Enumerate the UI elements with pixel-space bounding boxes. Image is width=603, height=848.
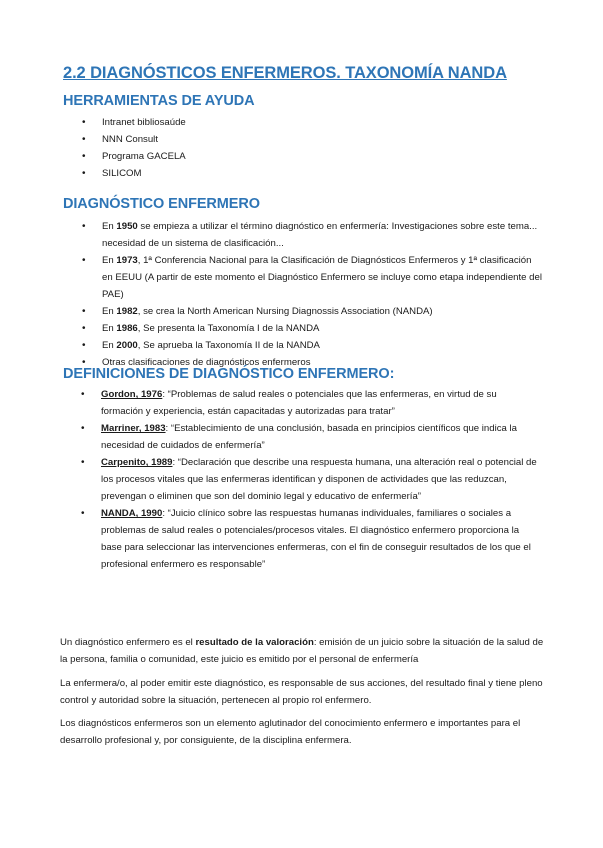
- bullet-icon: •: [82, 134, 86, 145]
- bullet-icon: •: [82, 340, 86, 351]
- bullet-icon: •: [82, 357, 86, 368]
- list-item: • En 1973, 1ª Conferencia Nacional para la Clasificación de Diagnósticos Enfermeros y 1ª clasificación en EEUU (A partir de este momento el Diagnóstico Enfermero se incluye como etapa independiente del PAE): [102, 252, 542, 303]
- bullet-icon: •: [82, 221, 86, 232]
- bullet-icon: •: [82, 117, 86, 128]
- page-title: 2.2 DIAGNÓSTICOS ENFERMEROS. TAXONOMÍA NANDA: [63, 64, 507, 82]
- bullet-icon: •: [82, 306, 86, 317]
- list-item: • NNN Consult: [102, 131, 562, 148]
- tools-list: [82, 114, 562, 182]
- bullet-icon: •: [82, 323, 86, 334]
- bullet-icon: •: [82, 255, 86, 266]
- list-item: • En 1950 se empieza a utilizar el término diagnóstico en enfermería: Investigaciones sobre este tema... necesidad de un sistema de clasificación...: [102, 218, 542, 252]
- list-item: • Programa GACELA: [102, 148, 562, 165]
- list-item: • SILICOM: [102, 165, 562, 182]
- list-item: • Otras clasificaciones de diagnósticos enfermeros: [102, 354, 542, 371]
- paragraph-responsibility: La enfermera/o, al poder emitir este diagnóstico, es responsable de sus acciones, del resultado final y tiene pleno control y autoridad sobre la situación, pertenecen al propio rol enfermero.: [60, 678, 543, 706]
- list-item: • En 1982, se crea la North American Nursing Diagnossis Association (NANDA): [102, 303, 542, 320]
- bullet-icon: •: [81, 508, 85, 519]
- bullet-icon: •: [81, 457, 85, 468]
- bullet-icon: •: [82, 168, 86, 179]
- list-item: • En 2000, Se aprueba la Taxonomía II de la NANDA: [102, 337, 542, 354]
- list-item: • NANDA, 1990: “Juicio clínico sobre las respuestas humanas individuales, familiares o sociales a problemas de salud reales o potenciales/procesos vitales. El diagnóstico enfermero proporciona la base para seleccionar las intervenciones enfermeras, con el fin de conseguir resultados de los que el profesional enfermero es responsable”: [101, 505, 541, 573]
- heading-definitions: DEFINICIONES DE DIAGNÓSTICO ENFERMERO:: [63, 366, 395, 382]
- list-item: • Carpenito, 1989: “Declaración que describe una respuesta humana, una alteración real o potencial de los procesos vitales que las enfermeras identifican y disponen de actividades que las reduzcan, prevengan o eliminen que son del dominio legal y educativo de enfermería”: [101, 454, 541, 505]
- heading-tools: HERRAMIENTAS DE AYUDA: [63, 93, 255, 109]
- list-item: • En 1986, Se presenta la Taxonomía I de la NANDA: [102, 320, 542, 337]
- paragraph-discipline: Los diagnósticos enfermeros son un elemento aglutinador del conocimiento enfermero e importantes para el desarrollo profesional y, por consiguiente, de la disciplina enfermera.: [60, 718, 521, 746]
- diagnosis-list: [82, 218, 542, 371]
- bullet-icon: •: [82, 151, 86, 162]
- bullet-icon: •: [81, 423, 85, 434]
- bullet-icon: •: [81, 389, 85, 400]
- list-item: • Intranet bibliosaúde: [102, 114, 562, 131]
- list-item: • Marriner, 1983: “Establecimiento de una conclusión, basada en principios científicos que indica la necesidad de cuidados de enfermería”: [101, 420, 541, 454]
- paragraph-result: Un diagnóstico enfermero es el resultado de la valoración: emisión de un juicio sobre la situación de la salud de la persona, familia o comunidad, este juicio es emitido por el personal de enfermería: [60, 637, 544, 665]
- list-item: • Gordon, 1976: “Problemas de salud reales o potenciales que las enfermeras, en virtud de su formación y experiencia, están capacitadas y autorizadas para tratar”: [101, 386, 541, 420]
- heading-diagnosis: DIAGNÓSTICO ENFERMERO: [63, 196, 260, 212]
- definitions-list: [81, 386, 541, 573]
